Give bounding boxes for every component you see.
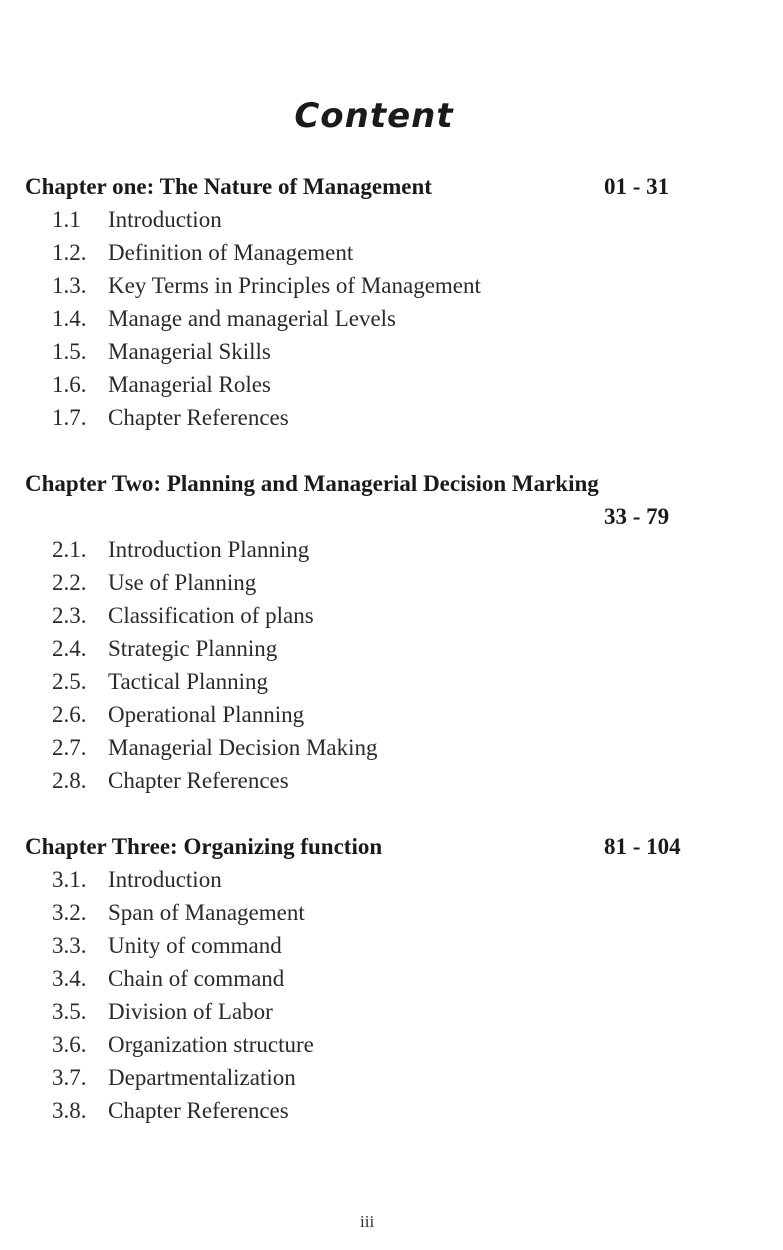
section-number: 2.2. [52,570,87,595]
section-title: Strategic Planning [108,636,278,661]
section-number: 1.7. [52,405,87,430]
section-title: Managerial Roles [108,372,271,397]
section-entry[interactable] [0,731,783,764]
page-title: Content [294,96,454,136]
table-of-contents [0,170,783,1127]
section-number: 1.3. [52,273,87,298]
section-title: Manage and managerial Levels [108,306,397,331]
page-number: iii [360,1212,375,1231]
chapter-heading[interactable] [0,830,783,863]
section-entry[interactable] [0,302,783,335]
section-number: 2.5. [52,669,87,694]
section-number: 1.5. [52,339,87,364]
section-title: Introduction [108,867,222,892]
section-number: 1.4. [52,306,87,331]
section-title: Tactical Planning [108,669,268,694]
section-entry[interactable] [0,698,783,731]
section-list [0,203,783,434]
section-title: Chapter References [108,1098,289,1123]
section-title: Definition of Management [108,240,354,265]
section-entry[interactable] [0,335,783,368]
section-number: 1.6. [52,372,87,397]
section-entry[interactable] [0,929,783,962]
chapter-2 [0,467,783,797]
section-entry[interactable] [0,368,783,401]
section-entry[interactable] [0,896,783,929]
section-title: Chain of command [108,966,285,991]
section-number: 3.5. [52,999,87,1024]
section-number: 2.8. [52,768,87,793]
section-number: 2.3. [52,603,87,628]
section-entry[interactable] [0,863,783,896]
section-entry[interactable] [0,533,783,566]
section-title: Managerial Decision Making [108,735,378,760]
section-title: Managerial Skills [108,339,271,364]
section-entry[interactable] [0,599,783,632]
section-entry[interactable] [0,566,783,599]
section-entry[interactable] [0,764,783,797]
section-entry[interactable] [0,1061,783,1094]
section-entry[interactable] [0,236,783,269]
chapter-3 [0,830,783,1127]
section-title: Span of Management [108,900,305,925]
chapter-title: Chapter one: The Nature of Management [25,174,432,199]
section-entry[interactable] [0,665,783,698]
section-number: 3.7. [52,1065,87,1090]
section-entry[interactable] [0,203,783,236]
section-entry[interactable] [0,632,783,665]
section-entry[interactable] [0,995,783,1028]
section-number: 3.2. [52,900,87,925]
chapter-page-range: 81 - 104 [604,834,681,859]
section-number: 3.1. [52,867,87,892]
section-entry[interactable] [0,1094,783,1127]
section-list [0,863,783,1127]
section-entry[interactable] [0,269,783,302]
chapter-spacer [0,434,783,467]
section-number: 3.8. [52,1098,87,1123]
section-number: 3.3. [52,933,87,958]
section-number: 2.6. [52,702,87,727]
section-title: Introduction [108,207,222,232]
section-title: Key Terms in Principles of Management [108,273,481,298]
chapter-heading[interactable] [0,467,783,500]
section-entry[interactable] [0,401,783,434]
section-number: 1.1 [52,207,81,232]
section-number: 3.4. [52,966,87,991]
chapter-spacer [0,797,783,830]
section-title: Introduction Planning [108,537,310,562]
section-title: Organization structure [108,1032,314,1057]
section-number: 2.1. [52,537,87,562]
chapter-title: Chapter Two: Planning and Managerial Decision Marking [25,471,599,496]
section-title: Division of Labor [108,999,273,1024]
section-title: Use of Planning [108,570,257,595]
chapter-page-range: 33 - 79 [604,504,670,529]
section-entry[interactable] [0,962,783,995]
section-list [0,533,783,797]
section-entry[interactable] [0,1028,783,1061]
section-title: Chapter References [108,768,289,793]
section-title: Chapter References [108,405,289,430]
section-number: 2.7. [52,735,87,760]
chapter-page-range-line [0,500,783,533]
section-title: Operational Planning [108,702,305,727]
section-title: Classification of plans [108,603,314,628]
section-title: Departmentalization [108,1065,296,1090]
section-number: 2.4. [52,636,87,661]
chapter-1 [0,170,783,434]
chapter-heading[interactable] [0,170,783,203]
section-number: 3.6. [52,1032,87,1057]
section-number: 1.2. [52,240,87,265]
chapter-title: Chapter Three: Organizing function [25,834,383,859]
section-title: Unity of command [108,933,282,958]
chapter-page-range: 01 - 31 [604,174,670,199]
